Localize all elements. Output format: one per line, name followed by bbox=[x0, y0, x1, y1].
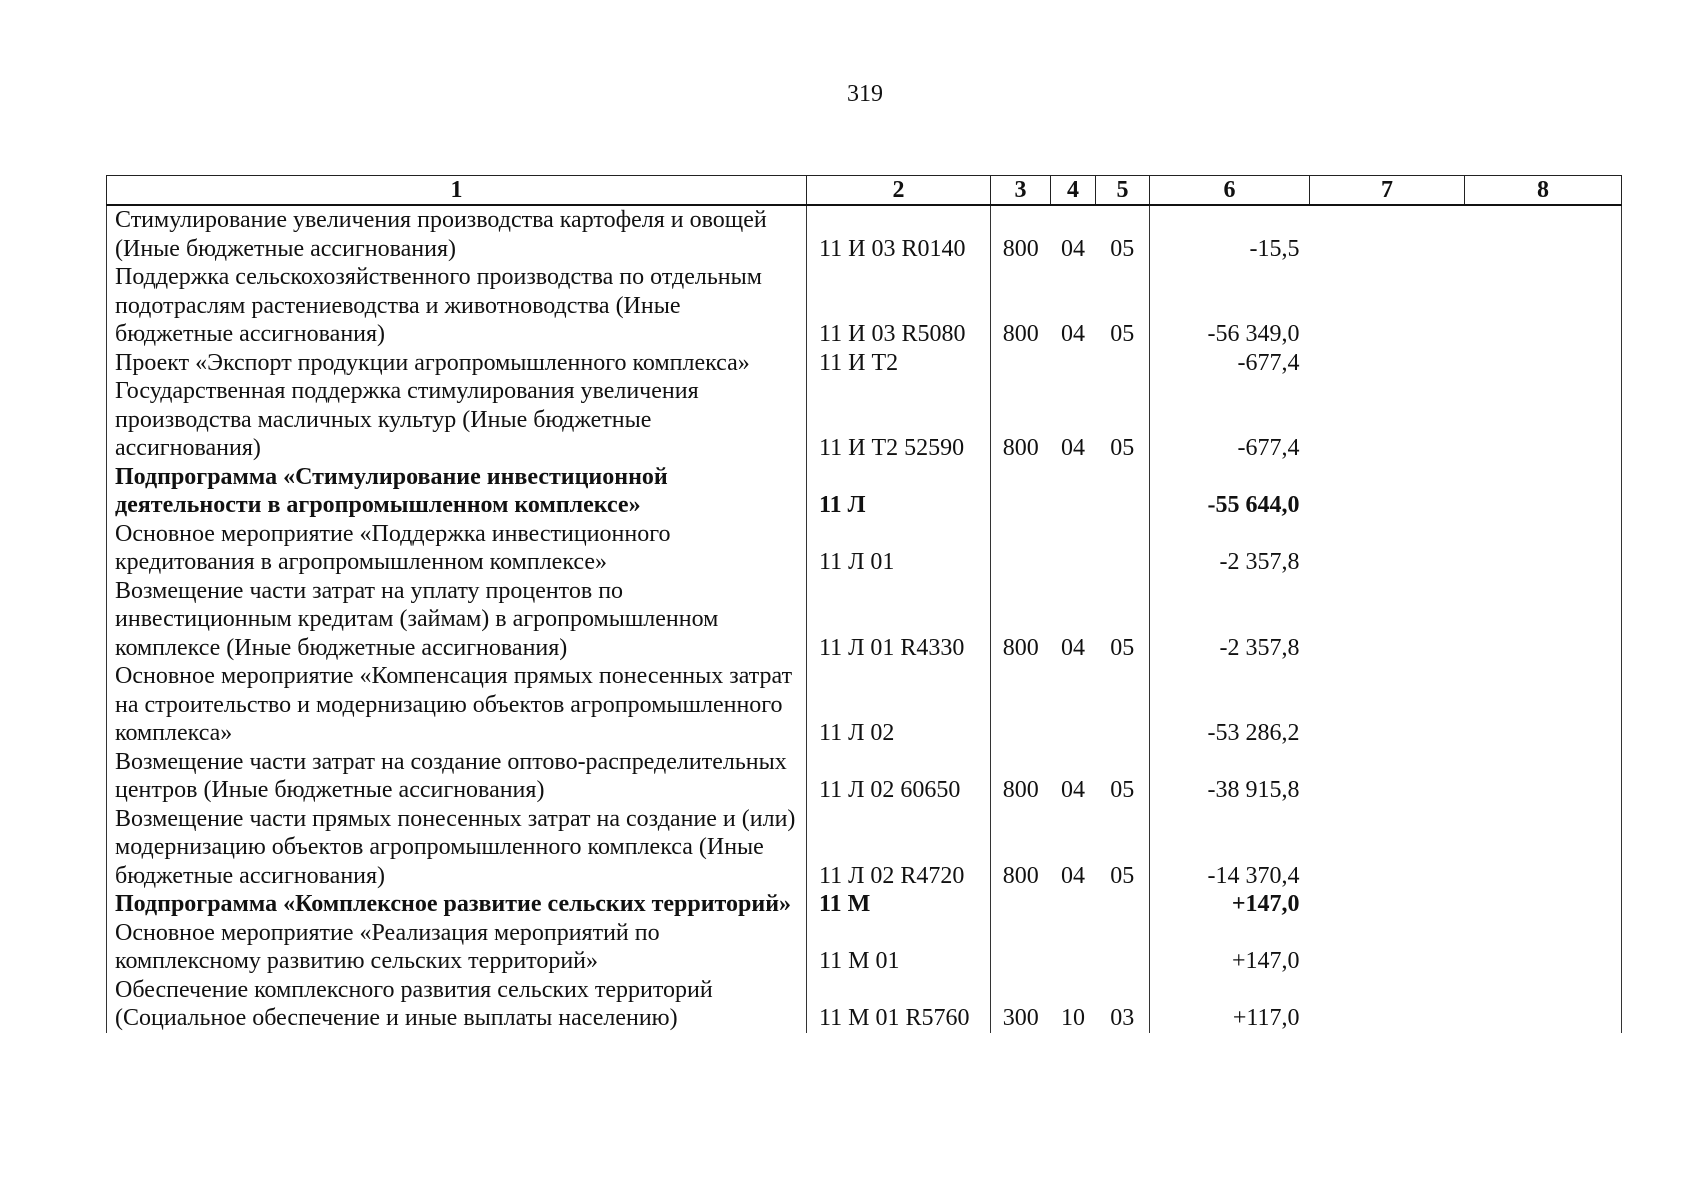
page-number: 319 bbox=[847, 81, 883, 107]
header-col-7: 7 bbox=[1310, 176, 1465, 206]
row-col-3 bbox=[991, 520, 1051, 577]
row-col-5 bbox=[1096, 662, 1150, 748]
row-col-3 bbox=[991, 890, 1051, 919]
row-code: 11 И 03 R5080 bbox=[807, 263, 991, 349]
row-code: 11 И Т2 bbox=[807, 349, 991, 378]
row-col-4 bbox=[1051, 919, 1096, 976]
row-amount: +147,0 bbox=[1150, 919, 1310, 976]
row-amount: +147,0 bbox=[1150, 890, 1310, 919]
header-col-6: 6 bbox=[1150, 176, 1310, 206]
row-col-8 bbox=[1465, 919, 1622, 976]
row-name: Подпрограмма «Комплексное развитие сельских территорий» bbox=[107, 890, 807, 919]
row-col-8 bbox=[1465, 349, 1622, 378]
row-name: Подпрограмма «Стимулирование инвестиционной деятельности в агропромышленном комплексе» bbox=[107, 463, 807, 520]
row-col-7 bbox=[1310, 263, 1465, 349]
row-col-5: 05 bbox=[1096, 748, 1150, 805]
row-col-7 bbox=[1310, 520, 1465, 577]
row-amount: -2 357,8 bbox=[1150, 520, 1310, 577]
row-col-4 bbox=[1051, 520, 1096, 577]
row-col-7 bbox=[1310, 890, 1465, 919]
row-col-3 bbox=[991, 662, 1051, 748]
table-row bbox=[107, 577, 1622, 663]
row-col-8 bbox=[1465, 520, 1622, 577]
row-col-5: 03 bbox=[1096, 976, 1150, 1033]
row-code: 11 Л 02 R4720 bbox=[807, 805, 991, 891]
row-col-7 bbox=[1310, 377, 1465, 463]
budget-table bbox=[106, 175, 1622, 1033]
row-col-4: 04 bbox=[1061, 634, 1085, 661]
table-row bbox=[107, 890, 1622, 919]
table-row bbox=[107, 976, 1622, 1033]
row-col-5 bbox=[1096, 890, 1150, 919]
row-code: 11 М 01 R5760 bbox=[807, 976, 991, 1033]
row-col-4 bbox=[1051, 349, 1096, 378]
header-col-5: 5 bbox=[1096, 176, 1150, 206]
row-code: 11 М bbox=[807, 890, 991, 919]
row-name: Основное мероприятие «Поддержка инвестиционного кредитования в агропромышленном комплексе» bbox=[107, 520, 807, 577]
row-name: Возмещение части затрат на уплату процентов по инвестиционным кредитам (займам) в агропромышленном комплексе (Иные бюджетные ассигнования) bbox=[107, 577, 807, 663]
row-name: Проект «Экспорт продукции агропромышленного комплекса» bbox=[107, 349, 807, 378]
header-col-2: 2 bbox=[807, 176, 991, 206]
row-col-3 bbox=[991, 919, 1051, 976]
row-col-7 bbox=[1310, 976, 1465, 1033]
row-code: 11 Л 02 bbox=[807, 662, 991, 748]
table-row bbox=[107, 377, 1622, 463]
row-col-5 bbox=[1096, 919, 1150, 976]
table-row bbox=[107, 463, 1622, 520]
header-row bbox=[107, 176, 1622, 206]
row-col-4: 04 bbox=[1061, 777, 1085, 803]
row-col-3: 800 bbox=[991, 263, 1051, 349]
row-amount: -56 349,0 bbox=[1150, 263, 1310, 349]
row-col-8 bbox=[1465, 748, 1622, 805]
row-col-7 bbox=[1310, 805, 1465, 891]
row-col-7 bbox=[1310, 662, 1465, 748]
row-col-8 bbox=[1465, 463, 1622, 520]
row-amount: +117,0 bbox=[1150, 976, 1310, 1033]
row-col-4 bbox=[1051, 463, 1096, 520]
row-col-3: 300 bbox=[991, 976, 1051, 1033]
row-col-8 bbox=[1465, 805, 1622, 891]
row-name: Поддержка сельскохозяйственного производства по отдельным подотраслям растениеводства и животноводства (Иные бюджетные ассигнования) bbox=[107, 263, 807, 349]
row-col-7 bbox=[1310, 748, 1465, 805]
header-col-1: 1 bbox=[107, 176, 807, 206]
row-col-8 bbox=[1465, 377, 1622, 463]
row-code: 11 М 01 bbox=[807, 919, 991, 976]
table-row bbox=[107, 520, 1622, 577]
row-col-3: 800 bbox=[991, 205, 1051, 263]
row-code: 11 Л 01 R4330 bbox=[807, 577, 991, 663]
row-col-4: 04 bbox=[1061, 321, 1085, 347]
row-col-8 bbox=[1465, 577, 1622, 663]
row-name: Возмещение части прямых понесенных затрат на создание и (или) модернизацию объектов агропромышленного комплекса (Иные бюджетные ассигнования) bbox=[107, 805, 807, 891]
header-col-4: 4 bbox=[1051, 176, 1096, 206]
row-code: 11 Л 02 60650 bbox=[807, 748, 991, 805]
row-col-5: 05 bbox=[1096, 377, 1150, 463]
row-col-3 bbox=[991, 463, 1051, 520]
header-col-8: 8 bbox=[1465, 176, 1622, 206]
row-col-5: 05 bbox=[1096, 577, 1150, 663]
row-name: Государственная поддержка стимулирования увеличения производства масличных культур (Иные бюджетные ассигнования) bbox=[107, 377, 807, 463]
row-col-8 bbox=[1465, 205, 1622, 263]
row-name: Основное мероприятие «Реализация мероприятий по комплексному развитию сельских территорий» bbox=[107, 919, 807, 976]
row-name: Стимулирование увеличения производства картофеля и овощей (Иные бюджетные ассигнования) bbox=[107, 205, 807, 263]
row-amount: -55 644,0 bbox=[1150, 463, 1310, 520]
row-amount: -15,5 bbox=[1150, 205, 1310, 263]
row-amount: -38 915,8 bbox=[1150, 748, 1310, 805]
table-row bbox=[107, 748, 1622, 805]
row-col-7 bbox=[1310, 463, 1465, 520]
row-amount: -677,4 bbox=[1150, 349, 1310, 378]
row-col-5 bbox=[1096, 349, 1150, 378]
row-col-4: 04 bbox=[1061, 862, 1085, 889]
table-body bbox=[107, 205, 1622, 1033]
header-col-3: 3 bbox=[991, 176, 1051, 206]
table-row bbox=[107, 205, 1622, 263]
row-name: Основное мероприятие «Компенсация прямых понесенных затрат на строительство и модернизацию объектов агропромышленного комплекса» bbox=[107, 662, 807, 748]
row-col-5: 05 bbox=[1096, 263, 1150, 349]
row-col-4: 10 bbox=[1061, 1005, 1085, 1031]
row-col-5 bbox=[1096, 463, 1150, 520]
row-col-7 bbox=[1310, 919, 1465, 976]
table-row bbox=[107, 805, 1622, 891]
row-col-4 bbox=[1051, 890, 1096, 919]
row-amount: -53 286,2 bbox=[1150, 662, 1310, 748]
row-code: 11 И Т2 52590 bbox=[807, 377, 991, 463]
row-col-7 bbox=[1310, 577, 1465, 663]
table-row bbox=[107, 263, 1622, 349]
row-col-8 bbox=[1465, 263, 1622, 349]
row-col-3: 800 bbox=[991, 748, 1051, 805]
row-col-3: 800 bbox=[991, 377, 1051, 463]
row-col-3: 800 bbox=[991, 805, 1051, 891]
row-col-5 bbox=[1096, 520, 1150, 577]
budget-table-container bbox=[106, 175, 1621, 1065]
row-col-4: 04 bbox=[1061, 435, 1085, 461]
table-header bbox=[107, 176, 1622, 206]
row-col-8 bbox=[1465, 976, 1622, 1033]
row-col-5: 05 bbox=[1096, 805, 1150, 891]
row-col-3 bbox=[991, 349, 1051, 378]
row-col-4 bbox=[1051, 662, 1096, 748]
row-amount: -14 370,4 bbox=[1150, 805, 1310, 891]
row-col-4: 04 bbox=[1061, 235, 1085, 262]
table-row bbox=[107, 349, 1622, 378]
row-name: Возмещение части затрат на создание оптово-распределительных центров (Иные бюджетные ассигнования) bbox=[107, 748, 807, 805]
row-code: 11 Л bbox=[807, 463, 991, 520]
row-col-8 bbox=[1465, 890, 1622, 919]
row-col-7 bbox=[1310, 205, 1465, 263]
row-col-3: 800 bbox=[991, 577, 1051, 663]
row-amount: -2 357,8 bbox=[1150, 577, 1310, 663]
row-col-8 bbox=[1465, 662, 1622, 748]
row-name: Обеспечение комплексного развития сельских территорий (Социальное обеспечение и иные выплаты населению) bbox=[107, 976, 807, 1033]
row-amount: -677,4 bbox=[1150, 377, 1310, 463]
table-row bbox=[107, 919, 1622, 976]
row-col-5: 05 bbox=[1096, 205, 1150, 263]
row-col-7 bbox=[1310, 349, 1465, 378]
table-row bbox=[107, 662, 1622, 748]
row-code: 11 И 03 R0140 bbox=[807, 205, 991, 263]
row-code: 11 Л 01 bbox=[807, 520, 991, 577]
